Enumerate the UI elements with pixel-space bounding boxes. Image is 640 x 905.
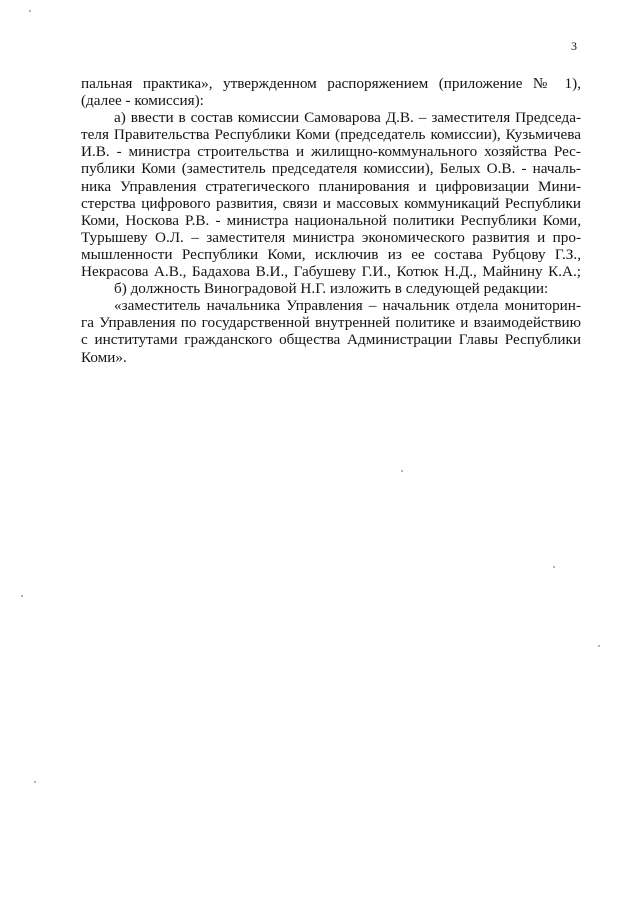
- text-line: И.В. - министра строительства и жилищно-коммунального хозяйства Рес-: [81, 143, 581, 161]
- scan-speck: [34, 781, 36, 783]
- text-line: стерства цифрового развития, связи и массовых коммуникаций Республики: [81, 194, 581, 212]
- scan-speck: [401, 470, 403, 472]
- paragraph-quote: [81, 297, 581, 365]
- text-line: Коми».: [81, 348, 127, 366]
- paragraph-intro: [81, 75, 581, 109]
- text-line: мышленности Республики Коми, исключив из ее состава Рубцову Г.З.,: [81, 245, 581, 263]
- text-line: а) ввести в состав комиссии Самоварова Д.В. – заместителя Председа-: [114, 109, 581, 127]
- document-body: [81, 75, 581, 366]
- scan-speck: [598, 645, 600, 647]
- paragraph-item-b: [81, 280, 581, 297]
- text-line: «заместитель начальника Управления – начальник отдела мониторин-: [114, 297, 581, 315]
- text-line: га Управления по государственной внутренней политике и взаимодействию: [81, 314, 581, 332]
- text-line: Коми, Носкова Р.В. - министра национальной политики Республики Коми,: [81, 211, 581, 229]
- scan-speck: [29, 10, 31, 12]
- paragraph-item-a: [81, 109, 581, 280]
- text-line: с институтами гражданского общества Администрации Главы Республики: [81, 331, 581, 349]
- scan-speck: [21, 595, 23, 597]
- text-line: пальная практика», утвержденном распоряжением (приложение № 1),: [81, 75, 581, 92]
- text-line: ника Управления стратегического планирования и цифровизации Мини-: [81, 177, 581, 195]
- text-line: (далее - комиссия):: [81, 92, 204, 110]
- text-line: Турышеву О.Л. – заместителя министра экономического развития и про-: [81, 228, 581, 246]
- page-number: 3: [571, 39, 577, 53]
- text-line: теля Правительства Республики Коми (председатель комиссии), Кузьмичева: [81, 126, 581, 144]
- text-line: публики Коми (заместитель председателя комиссии), Белых О.В. - началь-: [81, 160, 581, 178]
- text-line: Некрасова А.В., Бадахова В.И., Габушеву Г.И., Котюк Н.Д., Майнину К.А.;: [81, 263, 581, 281]
- scan-speck: [553, 566, 555, 568]
- text-line: б) должность Виноградовой Н.Г. изложить в следующей редакции:: [114, 280, 549, 298]
